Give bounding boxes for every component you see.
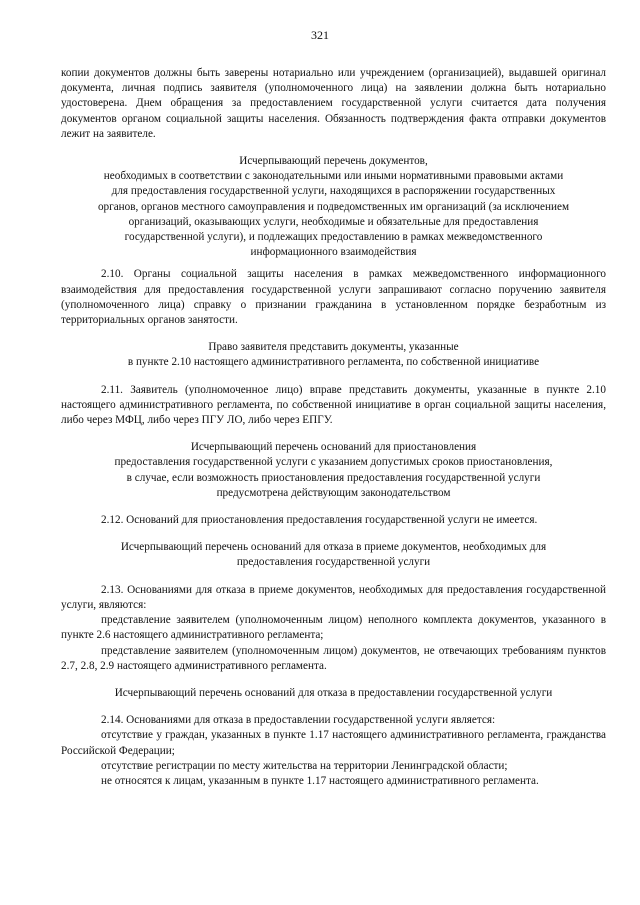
list-item: отсутствие регистрации по месту жительства на территории Ленинградской области; <box>101 759 508 772</box>
heading-applicant-right <box>61 340 606 370</box>
intro-paragraph: копии документов должны быть заверены нотариально или учреждением (организацией), выдавшей оригинал документа, личная подпись заявителя (уполномоченного лица) на заявлении должна быть нотариально удостоверена. Днем обращения за предоставлением государственной услуги считается дата получения документов органом социальной защиты населения. Обязанность подтверждения факта отправки документов лежит на заявителе. <box>61 67 606 140</box>
page-number: 321 <box>311 28 329 42</box>
heading-line: Исчерпывающий перечень документов, <box>239 155 428 168</box>
list-item: отсутствие у граждан, указанных в пункте 1.17 настоящего административного регламента, гражданства Российской Федерации; <box>61 729 606 757</box>
heading-suspension-grounds <box>61 440 606 501</box>
heading-line: Исчерпывающий перечень оснований для отказа в приеме документов, необходимых для <box>120 541 547 554</box>
paragraph-2-11: 2.11. Заявитель (уполномоченное лицо) вправе представить документы, указанные в пункте 2.10 настоящего административного регламента, по собственной инициативе в орган социальной защиты населения, либо через МФЦ, либо через ПГУ ЛО, либо через ЕПГУ. <box>61 383 606 427</box>
heading-refusal-acceptance <box>61 540 606 570</box>
heading-line: предоставления государственной услуги <box>236 556 431 569</box>
list-item: представление заявителем (уполномоченным лицом) документов, не отвечающих требованиям пунктов 2.7, 2.8, 2.9 настоящего административного регламента. <box>61 644 606 672</box>
heading-line: в пункте 2.10 настоящего административного регламента, по собственной инициативе <box>127 356 540 369</box>
heading-line: для предоставления государственной услуги, находящихся в распоряжении государственных <box>111 185 556 198</box>
heading-line: организаций, оказывающих услуги, необходимые и обязательные для предоставления <box>128 215 539 228</box>
heading-line: Исчерпывающий перечень оснований для приостановления <box>190 441 477 454</box>
heading-line: информационного взаимодействия <box>250 246 417 259</box>
heading-line: предоставления государственной услуги с указанием допустимых сроков приостановления, <box>114 456 553 469</box>
list-item: не относятся к лицам, указанным в пункте 1.17 настоящего административного регламента. <box>101 774 539 787</box>
heading-line: в случае, если возможность приостановления предоставления государственной услуги <box>126 471 541 484</box>
heading-refusal-service: Исчерпывающий перечень оснований для отказа в предоставлении государственной услуги <box>114 686 553 699</box>
heading-line: государственной услуги), и подлежащих предоставлению в рамках межведомственного <box>124 231 543 244</box>
paragraph-2-10: 2.10. Органы социальной защиты населения в рамках межведомственного информационного взаимодействия для предоставления государственной услуги запрашивают согласно поручению заявителя (уполномоченного лица) справку о признании гражданина в установленном порядке безработным из территориальных органов занятости. <box>61 268 606 327</box>
heading-required-documents <box>61 154 606 260</box>
document-body <box>61 66 606 789</box>
heading-line: предусмотрена действующим законодательством <box>216 486 451 499</box>
paragraph-2-13: 2.13. Основаниями для отказа в приеме документов, необходимых для предоставления государственной услуги, являются: <box>61 583 606 611</box>
heading-line: органов, органов местного самоуправления и подведомственных им организаций (за исключением <box>97 200 570 213</box>
list-item: представление заявителем (уполномоченным лицом) неполного комплекта документов, указанного в пункте 2.6 настоящего административного регламента; <box>61 614 606 642</box>
heading-line: необходимых в соответствии с законодательными или иными нормативными правовыми актами <box>103 170 564 183</box>
heading-line: Право заявителя представить документы, указанные <box>208 341 459 354</box>
paragraph-2-12: 2.12. Оснований для приостановления предоставления государственной услуги не имеется. <box>101 514 538 527</box>
paragraph-2-14: 2.14. Основаниями для отказа в предоставлении государственной услуги является: <box>101 714 496 727</box>
